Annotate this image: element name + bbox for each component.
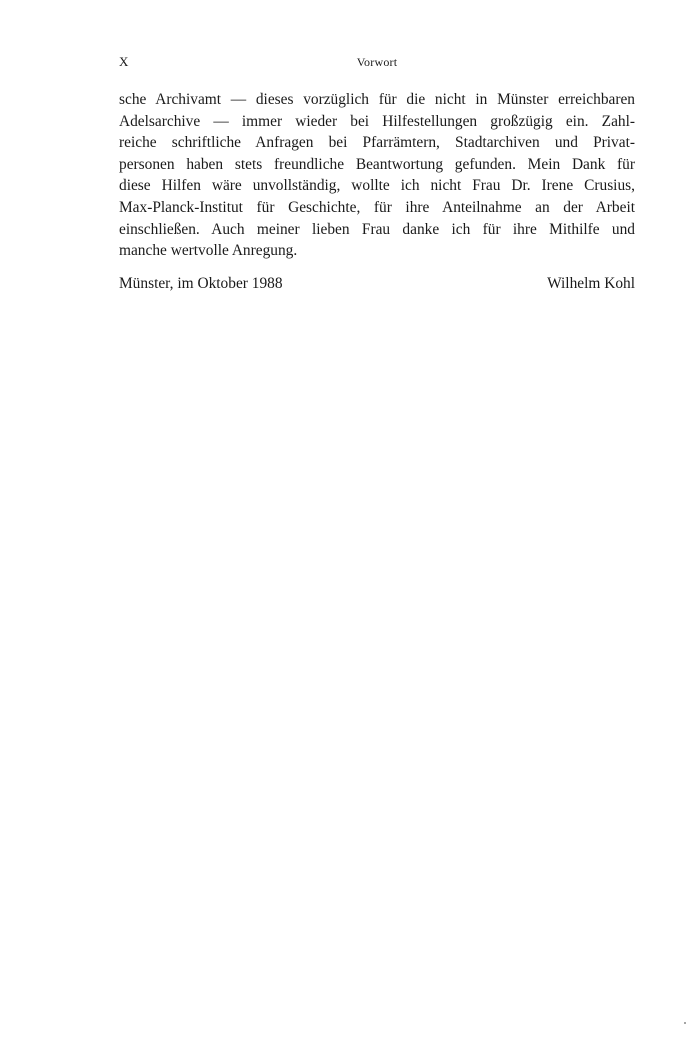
author-name: Wilhelm Kohl bbox=[547, 275, 635, 292]
running-head: Vorwort bbox=[356, 55, 398, 69]
text-line: Max-Planck-Institut für Geschichte, für ihre Anteilnahme an der Arbeit bbox=[119, 198, 635, 216]
page-number: X bbox=[119, 54, 129, 69]
text-line: manche wertvolle Anregung. bbox=[119, 242, 298, 260]
text-line: personen haben stets freundliche Beantwortung gefunden. Mein Dank für bbox=[119, 155, 635, 173]
text-line: Adelsarchive — immer wieder bei Hilfestellungen großzügig ein. Zahl- bbox=[119, 112, 635, 130]
place-date: Münster, im Oktober 1988 bbox=[119, 275, 283, 292]
text-line: einschließen. Auch meiner lieben Frau danke ich für ihre Mithilfe und bbox=[119, 220, 635, 238]
signature-block bbox=[119, 273, 635, 295]
page-header bbox=[119, 54, 635, 74]
body-paragraph bbox=[119, 89, 635, 262]
text-line: diese Hilfen wäre unvollständig, wollte ich nicht Frau Dr. Irene Crusius, bbox=[119, 177, 635, 195]
scan-speck bbox=[684, 1022, 686, 1024]
text-line: reiche schriftliche Anfragen bei Pfarrämtern, Stadtarchiven und Privat- bbox=[119, 134, 635, 152]
text-line: sche Archivamt — dieses vorzüglich für die nicht in Münster erreichbaren bbox=[119, 91, 635, 108]
